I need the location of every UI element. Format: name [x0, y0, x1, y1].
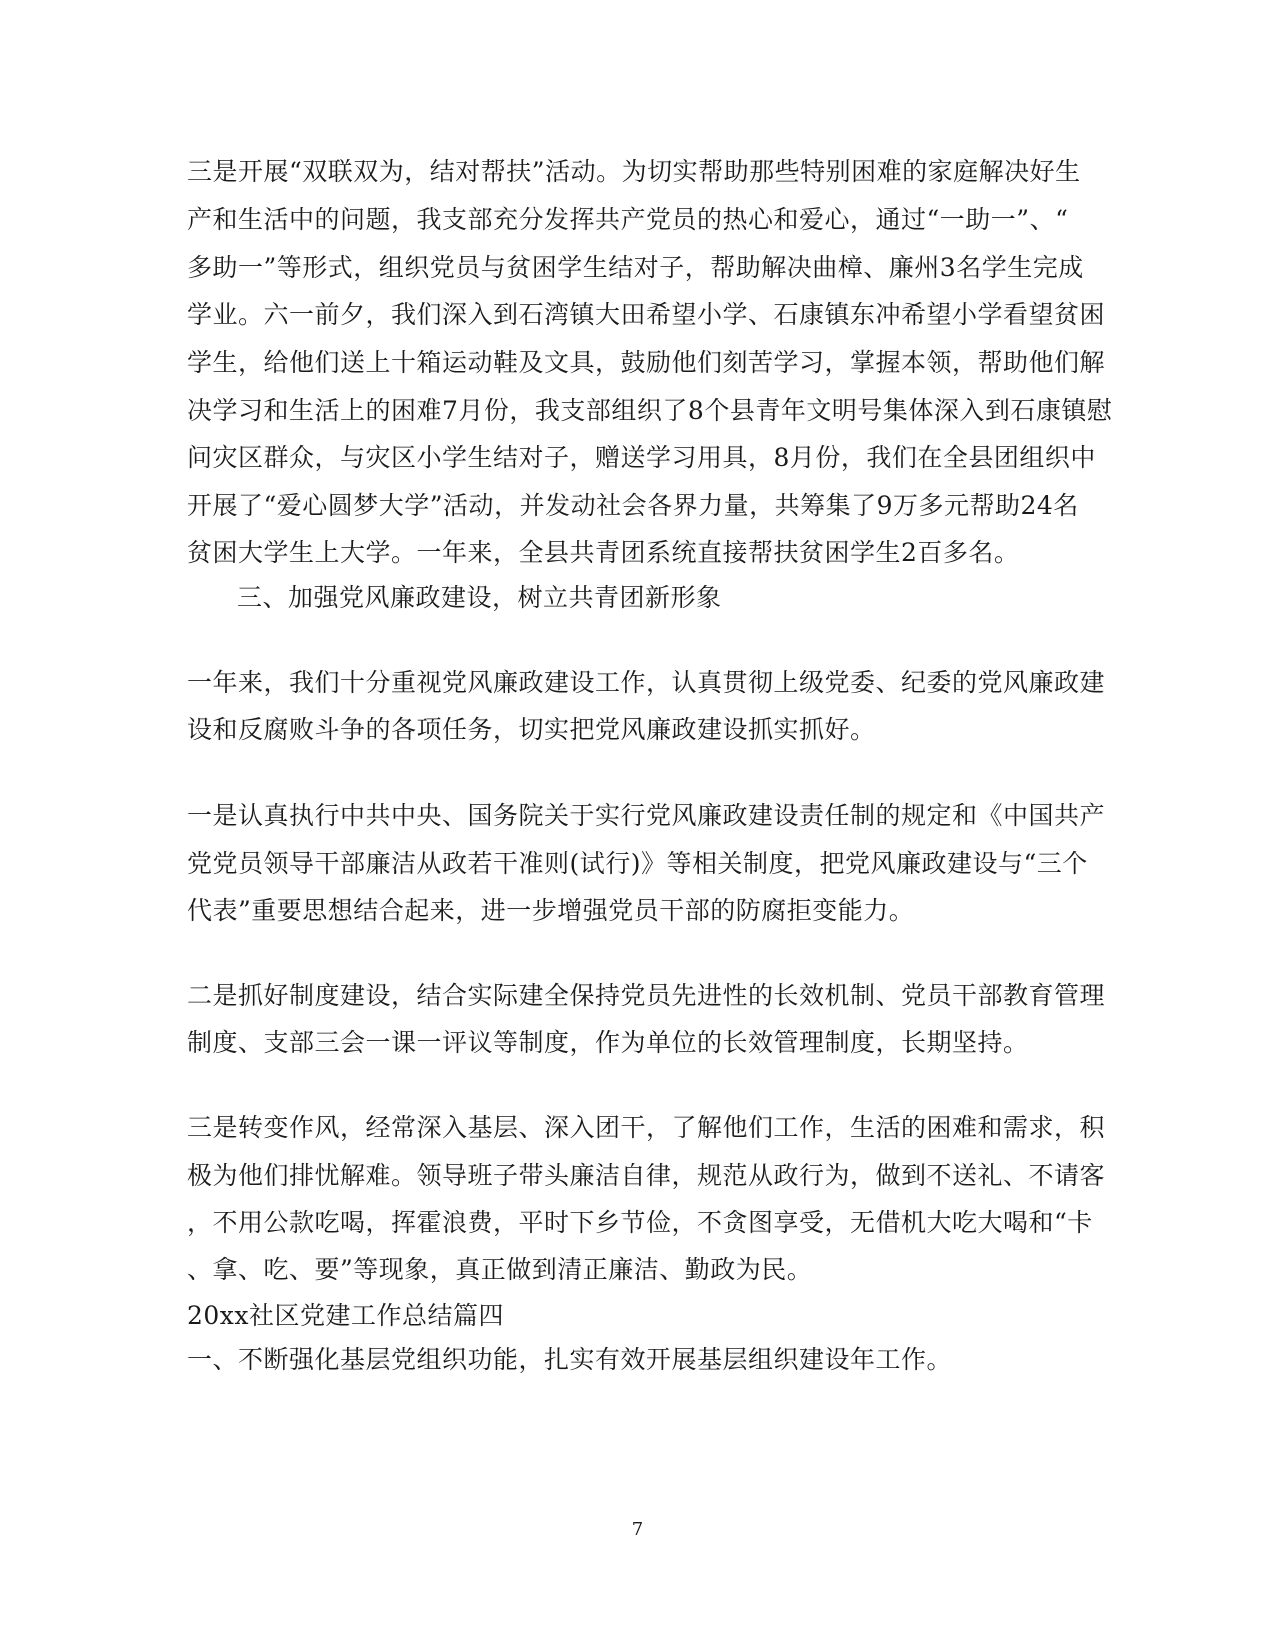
paragraph-line: 制度、支部三会一课一评议等制度，作为单位的长效管理制度，长期坚持。 — [187, 1028, 1029, 1057]
paragraph-line: 产和生活中的问题，我支部充分发挥共产党员的热心和爱心，通过“一助一”、“ — [187, 205, 1069, 234]
paragraph-line: 设和反腐败斗争的各项任务，切实把党风廉政建设抓实抓好。 — [187, 715, 876, 744]
paragraph-line: 党党员领导干部廉洁从政若干准则(试行)》等相关制度，把党风廉政建设与“三个 — [187, 849, 1088, 878]
paragraph-line: 问灾区群众，与灾区小学生结对子，赠送学习用具，8月份，我们在全县团组织中 — [187, 443, 1096, 472]
paragraph-line: 开展了“爱心圆梦大学”活动，并发动社会各界力量，共筹集了9万多元帮助24名 — [187, 491, 1079, 520]
section-heading: 三、加强党风廉政建设，树立共青团新形象 — [237, 583, 722, 612]
paragraph-line: 三是开展“双联双为，结对帮扶”活动。为切实帮助那些特别困难的家庭解决好生 — [187, 157, 1081, 186]
paragraph-line: 二是抓好制度建设，结合实际建全保持党员先进性的长效机制、党员干部教育管理 — [187, 981, 1106, 1010]
paragraph-line: 学业。六一前夕，我们深入到石湾镇大田希望小学、石康镇东冲希望小学看望贫困 — [187, 300, 1106, 329]
paragraph-line: 一年来，我们十分重视党风廉政建设工作，认真贯彻上级党委、纪委的党风廉政建 — [187, 668, 1106, 697]
paragraph-line: 学生，给他们送上十箱运动鞋及文具，鼓励他们刻苦学习，掌握本领，帮助他们解 — [187, 348, 1106, 377]
page-number: 7 — [631, 1519, 644, 1540]
paragraph-line: 、拿、吃、要”等现象，真正做到清正廉洁、勤政为民。 — [187, 1255, 813, 1284]
paragraph-line: 决学习和生活上的困难7月份，我支部组织了8个县青年文明号集体深入到石康镇慰 — [187, 396, 1113, 425]
paragraph-line: 代表”重要思想结合起来，进一步增强党员干部的防腐拒变能力。 — [187, 896, 915, 925]
paragraph-line: 多助一”等形式，组织党员与贫困学生结对子，帮助解决曲樟、廉州3名学生完成 — [187, 253, 1084, 282]
paragraph-line: ，不用公款吃喝，挥霍浪费，平时下乡节俭，不贪图享受，无借机大吃大喝和“卡 — [187, 1208, 1093, 1237]
paragraph-line: 极为他们排忧解难。领导班子带头廉洁自律，规范从政行为，做到不送礼、不请客 — [187, 1161, 1106, 1190]
subsection-heading: 一、不断强化基层党组织功能，扎实有效开展基层组织建设年工作。 — [187, 1345, 953, 1374]
section-title: 20xx社区党建工作总结篇四 — [187, 1301, 505, 1330]
paragraph-line: 三是转变作风，经常深入基层、深入团干，了解他们工作，生活的困难和需求，积 — [187, 1113, 1106, 1142]
paragraph-line: 一是认真执行中共中央、国务院关于实行党风廉政建设责任制的规定和《中国共产 — [187, 801, 1106, 830]
paragraph-line: 贫困大学生上大学。一年来，全县共青团系统直接帮扶贫困学生2百多名。 — [187, 538, 1020, 567]
